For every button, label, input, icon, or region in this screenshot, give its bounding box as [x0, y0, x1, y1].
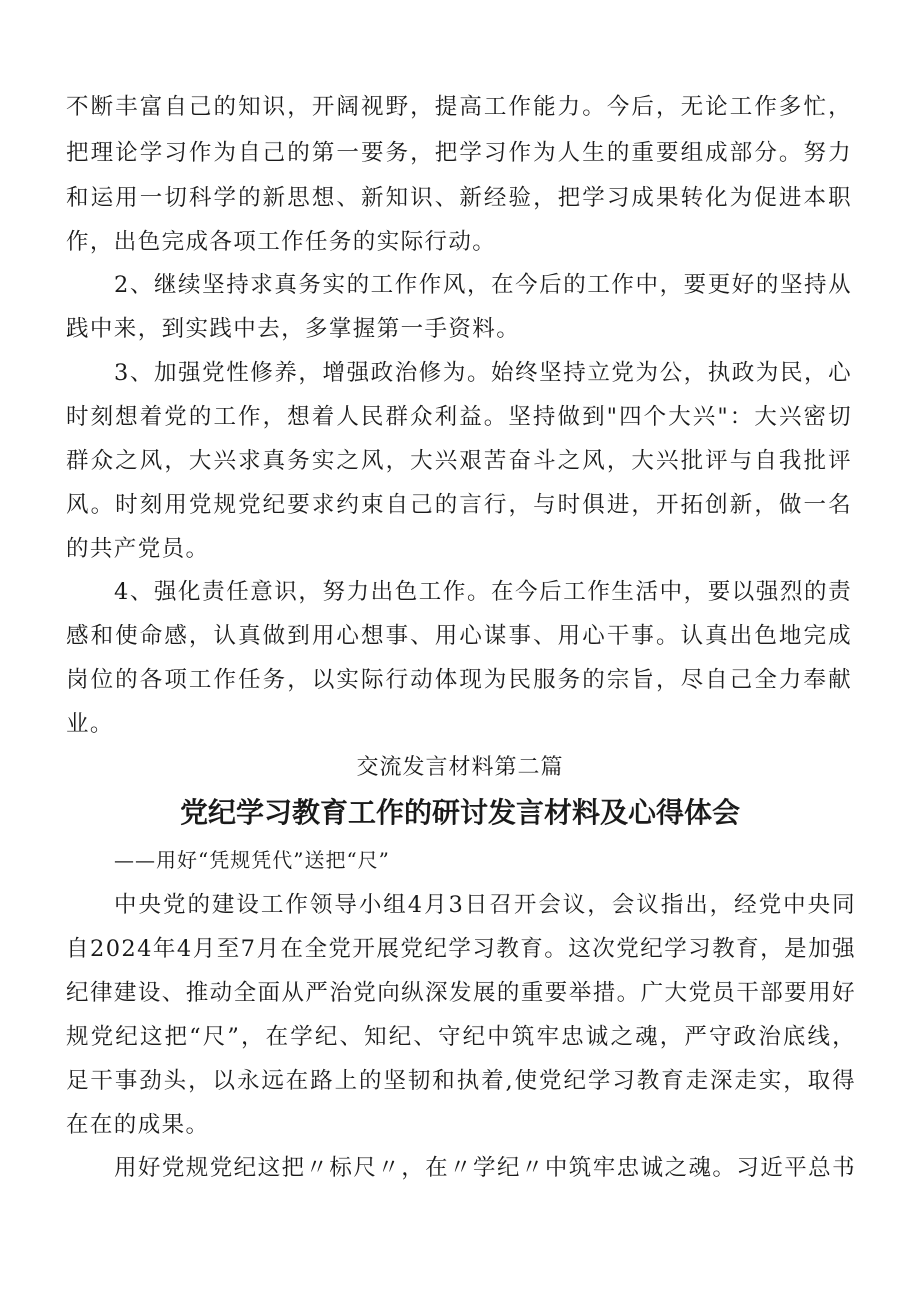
paragraph-line: 纪律建设、推动全面从严治党向纵深发展的重要举措。广大党员干部要用好 [66, 980, 856, 1006]
paragraph-line: 足干事劲头，以永远在路上的坚韧和执着,使党纪学习教育走深走实，取得 [66, 1068, 856, 1094]
paragraph-line: 岗位的各项工作任务，以实际行动体现为民服务的宗旨，尽自己全力奉献 [66, 667, 852, 693]
document-subtitle: ——用好“凭规凭代”送把“尺” [114, 848, 390, 872]
paragraph-line: 作，出色完成各项工作任务的实际行动。 [66, 229, 497, 255]
paragraph-line: 群众之风，大兴求真务实之风，大兴艰苦奋斗之风，大兴批评与自我批评 [66, 448, 852, 474]
paragraph-line: 的共产党员。 [66, 536, 210, 562]
paragraph-line: 自2024年4月至7月在全党开展党纪学习教育。这次党纪学习教育，是加强 [66, 936, 856, 962]
paragraph-line: 规党纪这把“尺”，在学纪、知纪、守纪中筑牢忠诚之魂，严守政治底线， [66, 1024, 856, 1050]
paragraph-line: 在在的成果。 [66, 1112, 210, 1138]
paragraph-line: 践中来，到实践中去，多掌握第一手资料。 [66, 316, 521, 342]
section-label: 交流发言材料第二篇 [356, 755, 564, 780]
paragraph-line: 和运用一切科学的新思想、新知识、新经验，把学习成果转化为促进本职 [66, 185, 852, 211]
paragraph-line: 4、强化责任意识，努力出色工作。在今后工作生活中，要以强烈的责 [114, 579, 852, 605]
document-title: 党纪学习教育工作的研讨发言材料及心得体会 [179, 796, 740, 829]
paragraph-line: 不断丰富自己的知识，开阔视野，提高工作能力。今后，无论工作多忙， [66, 94, 852, 120]
paragraph-line: 感和使命感，认真做到用心想事、用心谋事、用心干事。认真出色地完成 [66, 623, 852, 649]
paragraph-line: 3、加强党性修养，增强政治修为。始终坚持立党为公，执政为民，心 [114, 360, 852, 386]
paragraph-line: 用好党规党纪这把〃标尺〃，在〃学纪〃中筑牢忠诚之魂。习近平总书 [114, 1155, 856, 1181]
paragraph-line: 时刻想着党的工作，想着人民群众利益。坚持做到"四个大兴"：大兴密切 [66, 404, 852, 430]
paragraph-line: 中央党的建设工作领导小组4月3日召开会议，会议指出，经党中央同 [114, 892, 856, 918]
paragraph-line: 业。 [66, 711, 114, 737]
paragraph-line: 风。时刻用党规党纪要求约束自己的言行，与时俱进，开拓创新，做一名 [66, 492, 852, 518]
paragraph-line: 2、继续坚持求真务实的工作作风，在今后的工作中，要更好的坚持从 [114, 272, 852, 298]
paragraph-line: 把理论学习作为自己的第一要务，把学习作为人生的重要组成部分。努力 [66, 140, 852, 166]
